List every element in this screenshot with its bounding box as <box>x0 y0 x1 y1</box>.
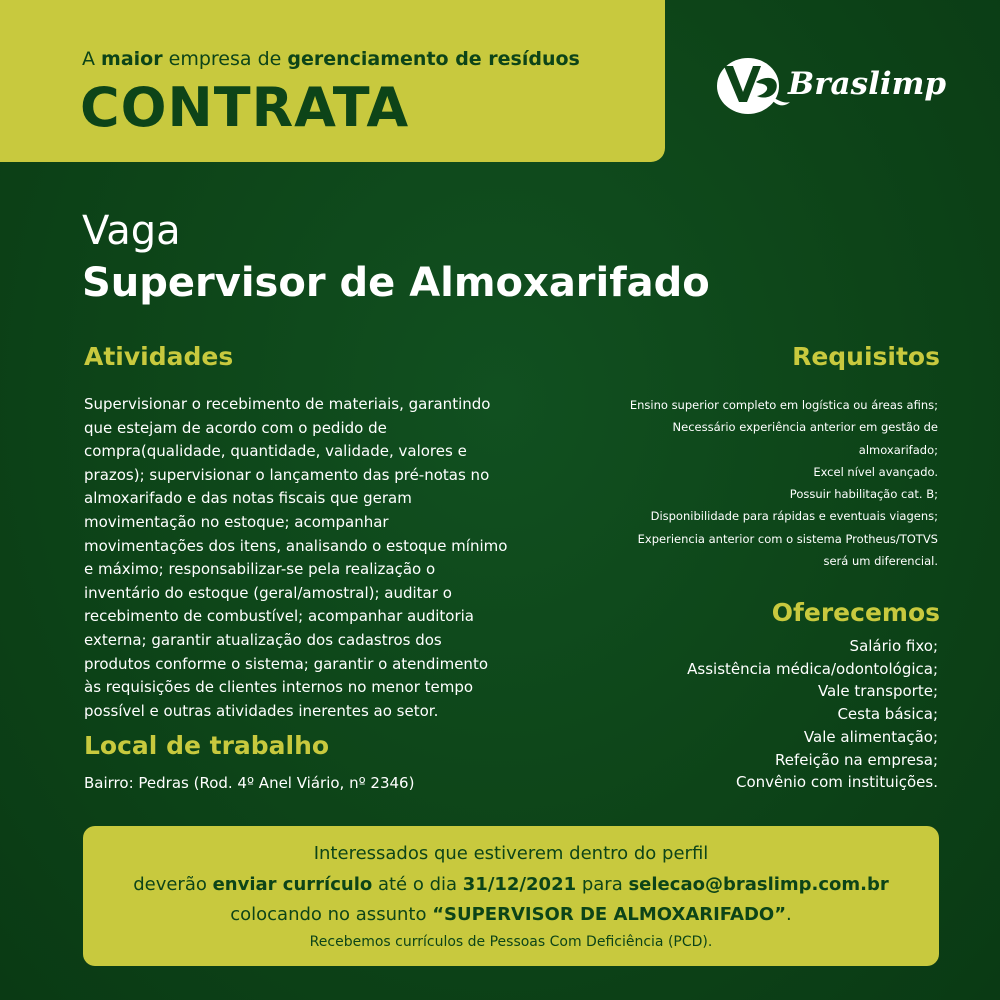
local-title: Local de trabalho <box>84 731 330 760</box>
atividades-text <box>84 393 554 723</box>
atividades-title: Atividades <box>84 342 234 371</box>
atividades-line: Supervisionar o recebimento de materiais, garantindo <box>84 395 491 413</box>
oferecemos-item: Convênio com instituições. <box>735 773 938 792</box>
oferecemos-list <box>538 635 938 794</box>
footer-banner <box>83 826 939 966</box>
atividades-line: movimentações dos itens, analisando o estoque mínimo <box>84 536 508 555</box>
footer-line-2: deverão enviar currículo até o dia 31/12/2021 para selecao@braslimp.com.br <box>133 874 889 895</box>
requisitos-item: Excel nível avançado. <box>813 464 938 479</box>
requisitos-list <box>538 394 938 572</box>
atividades-line: produtos conforme o sistema; garantir o atendimento <box>84 654 488 673</box>
oferecemos-title: Oferecemos <box>771 598 940 627</box>
oferecemos-item: Assistência médica/odontológica; <box>687 659 938 678</box>
atividades-line: prazos); supervisionar o lançamento das pré-notas no <box>84 465 490 484</box>
footer-line-3: colocando no assunto “SUPERVISOR DE ALMOXARIFADO”. <box>230 904 792 925</box>
header-title: CONTRATA <box>80 76 410 139</box>
atividades-line: movimentação no estoque; acompanhar <box>84 512 389 531</box>
footer-line-1: Interessados que estiverem dentro do perfil <box>313 843 709 864</box>
oferecemos-item: Vale transporte; <box>817 682 938 701</box>
email-text: selecao@braslimp.com.br <box>628 874 889 895</box>
atividades-line: recebimento de combustível; acompanhar auditoria <box>84 607 474 626</box>
atividades-line: às requisições de clientes internos no menor tempo <box>84 678 474 697</box>
requisitos-item: Disponibilidade para rápidas e eventuais viagens; <box>650 509 938 524</box>
requisitos-item: Possuir habilitação cat. B; <box>789 487 938 502</box>
logo-text: Braslimp <box>788 66 947 102</box>
atividades-line: externa; garantir atualização dos cadastros dos <box>84 630 442 649</box>
vaga-label: Vaga <box>82 208 181 254</box>
atividades-line: e máximo; responsabilizar-se pela realização o <box>84 560 436 579</box>
requisitos-title: Requisitos <box>792 342 940 371</box>
atividades-line: compra(qualidade, quantidade, validade, valores e <box>84 442 467 461</box>
atividades-line: possível e outras atividades inerentes ao setor. <box>84 701 439 720</box>
atividades-line: almoxarifado e das notas fiscais que geram <box>84 489 412 508</box>
footer-line-4: Recebemos currículos de Pessoas Com Deficiência (PCD). <box>309 934 713 950</box>
vaga-title: Supervisor de Almoxarifado <box>82 260 710 306</box>
oferecemos-item: Cesta básica; <box>837 705 938 724</box>
oferecemos-item: Refeição na empresa; <box>775 750 938 769</box>
header-banner <box>0 0 665 162</box>
atividades-line: inventário do estoque (geral/amostral); auditar o <box>84 583 452 602</box>
requisitos-item: Ensino superior completo em logística ou áreas afins; <box>629 398 938 412</box>
braslimp-logo-icon <box>712 52 792 118</box>
oferecemos-item: Salário fixo; <box>849 637 938 655</box>
atividades-line: que estejam de acordo com o pedido de <box>84 418 387 437</box>
local-text: Bairro: Pedras (Rod. 4º Anel Viário, nº 2346) <box>84 774 415 792</box>
tagline: A maior empresa de gerenciamento de resíduos <box>82 48 580 70</box>
requisitos-item: almoxarifado; <box>858 442 938 457</box>
requisitos-item: Experiencia anterior com o sistema Protheus/TOTVS <box>637 531 938 546</box>
requisitos-item: Necessário experiência anterior em gestão de <box>672 420 938 435</box>
oferecemos-item: Vale alimentação; <box>803 727 938 746</box>
requisitos-item: será um diferencial. <box>823 554 938 569</box>
braslimp-logo <box>712 52 952 122</box>
